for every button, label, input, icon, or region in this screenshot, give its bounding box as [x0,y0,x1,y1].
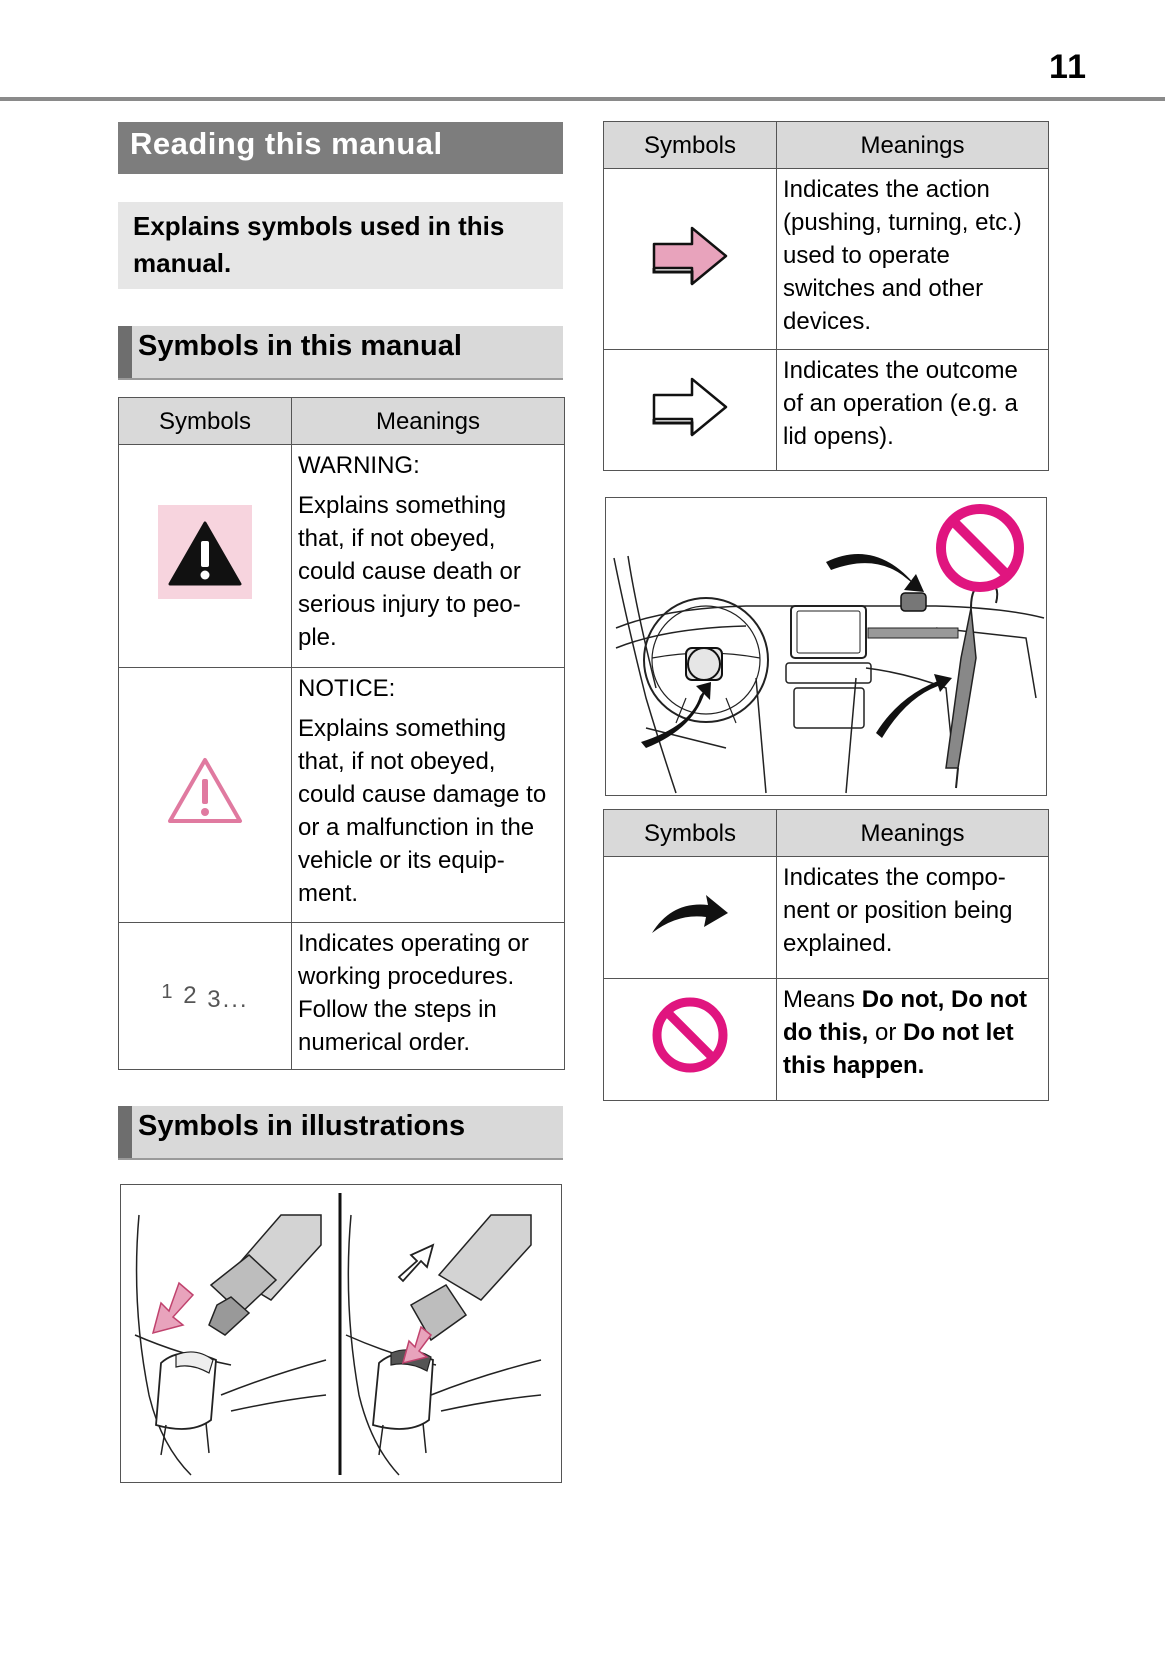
notice-label: NOTICE: [298,675,396,702]
warning-text: Explains something that, if not obeyed, could cause death or serious injury to peo-ple. [298,492,521,651]
step-number: 1 [161,980,175,1003]
table-row [119,445,565,668]
table-row [604,350,1049,471]
section-heading-symbols-manual: Symbols in this manual [118,326,563,380]
symbol-cell [119,445,292,668]
prohibition-text-part: or [868,1019,904,1046]
warning-triangle-filled-icon [158,505,252,599]
prohibition-icon [650,1054,730,1081]
outcome-arrow-text: Indicates the outcome of an operation (e.g. a lid opens). [783,357,1018,450]
component-arrow-text: Indicates the compo-nent or position being explained. [783,864,1013,957]
prohibition-text-bold: Do not, Do not do this, [783,986,1027,1046]
meaning-cell [777,857,1049,979]
meaning-cell [777,350,1049,471]
table-row [604,169,1049,350]
symbol-cell [604,169,777,350]
outline-arrow-icon [650,418,730,445]
curved-arrow-icon [648,918,732,945]
symbol-cell [604,857,777,979]
meaning-cell [292,668,565,923]
table-row [604,979,1049,1101]
column-header-symbols: Symbols [604,122,777,169]
procedure-text: Indicates operating or working procedures. Follow the steps in numerical order. [298,930,529,1056]
step-number: 3... [207,985,249,1013]
dashboard-illustration [605,497,1047,796]
page-number: 11 [1049,48,1087,86]
column-header-meanings: Meanings [777,810,1049,857]
symbol-cell [119,668,292,923]
prohibition-text-bold: Do not let this happen. [783,1019,1014,1079]
table-row [119,668,565,923]
table-row [119,923,565,1070]
prohibition-text-part: Means [783,986,862,1013]
column-header-meanings: Meanings [777,122,1049,169]
symbols-table-right-bottom [603,809,1049,1101]
step-number: 2 [183,981,199,1009]
action-arrow-text: Indicates the action (pushing, turning, etc.) used to operate switches and other devices. [783,176,1022,335]
column-header-meanings: Meanings [292,398,565,445]
notice-text: Explains something that, if not obeyed, could cause damage to or a malfunction in the vehicle or its equip-ment. [298,715,547,907]
symbol-cell [604,979,777,1101]
section-heading-symbols-illustrations: Symbols in illustrations [118,1106,563,1160]
meaning-cell [292,445,565,668]
prohibition-text [783,983,1042,1082]
seatbelt-illustration [120,1184,562,1483]
meaning-cell [777,169,1049,350]
meaning-cell [777,979,1049,1101]
reading-manual-heading: Reading this manual [118,122,563,174]
column-header-symbols: Symbols [119,398,292,445]
symbols-table-right-top [603,121,1049,471]
pink-arrow-icon [650,267,730,294]
warning-label: WARNING: [298,452,420,479]
column-header-symbols: Symbols [604,810,777,857]
meaning-cell [292,923,565,1070]
table-row [604,857,1049,979]
intro-text: Explains symbols used in this manual. [118,202,563,289]
symbol-cell [119,923,292,1070]
symbols-table-left [118,397,565,1070]
notice-triangle-outline-icon [165,806,245,833]
step-numbers [161,980,249,1013]
symbol-cell [604,350,777,471]
header-rule [0,97,1165,101]
